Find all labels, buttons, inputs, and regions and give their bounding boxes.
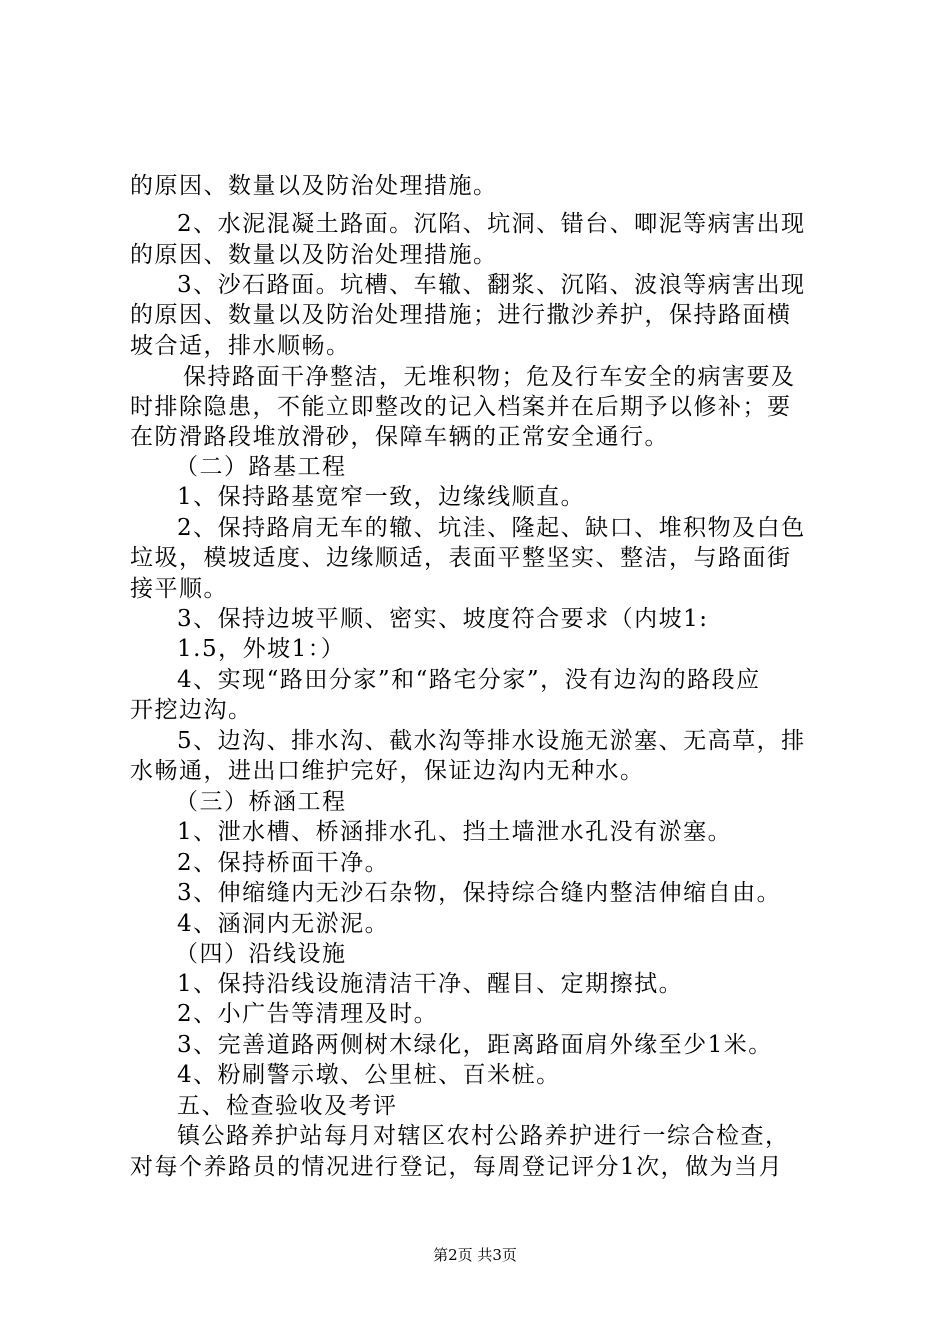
- page-footer: 第2页 共3页: [433, 1246, 517, 1264]
- text-line: 2、保持桥面干净。: [177, 850, 390, 876]
- text-line: 水畅通，进出口维护完好，保证边沟内无种水。: [130, 758, 645, 784]
- text-line: 2、小广告等清理及时。: [177, 1001, 439, 1027]
- text-line: 3、完善道路两侧树木绿化，距离路面肩外缘至少1米。: [177, 1032, 773, 1058]
- text-line: 镇公路养护站每月对辖区农村公路养护进行一综合检查，: [177, 1123, 790, 1149]
- text-line: 4、粉刷警示墩、公里桩、百米桩。: [177, 1062, 561, 1088]
- text-line: 开挖边沟。: [130, 697, 253, 723]
- text-line: 2、水泥混凝土路面。沉陷、坑洞、错台、唧泥等病害出现: [177, 211, 806, 237]
- text-line: 2、保持路肩无车的辙、坑洼、隆起、缺口、堆积物及白色: [177, 515, 806, 541]
- text-line: 3、保持边坡平顺、密实、坡度符合要求（内坡1:: [177, 606, 709, 632]
- section-heading: （二）路基工程: [175, 454, 347, 480]
- text-line: 4、涵洞内无淤泥。: [177, 911, 390, 937]
- text-line: 时排除隐患，不能立即整改的记入档案并在后期予以修补；要: [130, 394, 792, 420]
- text-line: 保持路面干净整洁，无堆积物；危及行车安全的病害要及: [183, 364, 796, 390]
- text-line: 接平顺。: [130, 576, 228, 602]
- text-line: 1、保持沿线设施清洁干净、醒目、定期擦拭。: [177, 971, 684, 997]
- text-line: 垃圾，模坡适度、边缘顺适，表面平整坚实、整洁，与路面街: [130, 545, 792, 571]
- section-heading: 五、检查验收及考评: [177, 1093, 398, 1119]
- text-line: 1、保持路基宽窄一致，边缘线顺直。: [177, 484, 586, 510]
- text-line: 的原因、数量以及防治处理措施。: [130, 242, 498, 268]
- text-line: 坡合适，排水顺畅。: [130, 333, 351, 359]
- text-line: 1、泄水槽、桥涵排水孔、挡土墙泄水孔没有淤塞。: [177, 819, 733, 845]
- text-line: 对每个养路员的情况进行登记，每周登记评分1次，做为当月: [130, 1154, 784, 1180]
- text-line: 在防滑路段堆放滑砂，保障车辆的正常安全通行。: [130, 424, 669, 450]
- text-line: 3、沙石路面。坑槽、车辙、翻浆、沉陷、波浪等病害出现: [177, 272, 806, 298]
- section-heading: （三）桥涵工程: [175, 789, 347, 815]
- text-line: 1.5，外坡1：）: [177, 636, 346, 662]
- text-line: 3、伸缩缝内无沙石杂物，保持综合缝内整洁伸缩自由。: [177, 880, 782, 906]
- section-heading: （四）沿线设施: [175, 941, 347, 967]
- text-line: 4、实现“路田分家”和“路宅分家”，没有边沟的路段应: [177, 667, 761, 693]
- text-line: 的原因、数量以及防治处理措施。: [130, 173, 498, 199]
- text-line: 的原因、数量以及防治处理措施；进行撒沙养护，保持路面横: [130, 302, 792, 328]
- text-line: 5、边沟、排水沟、截水沟等排水设施无淤塞、无高草，排: [177, 728, 806, 754]
